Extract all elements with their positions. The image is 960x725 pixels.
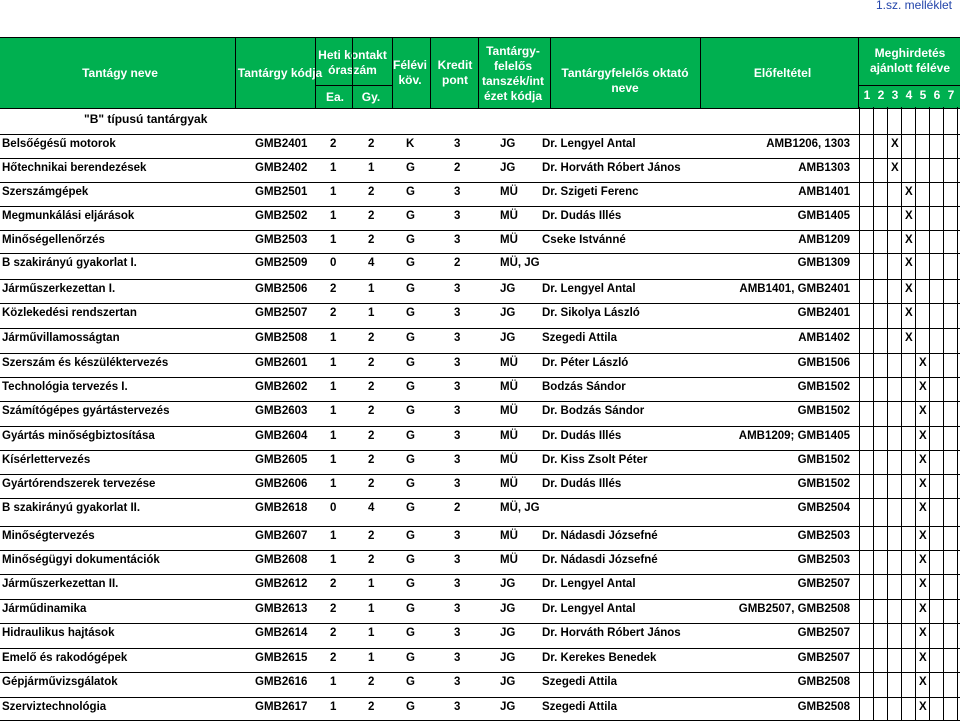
semester-mark: X bbox=[919, 578, 927, 590]
course-code: GMB2608 bbox=[255, 554, 308, 566]
department-code: JG bbox=[500, 676, 516, 688]
assessment-type: G bbox=[406, 332, 415, 344]
lecture-hours: 1 bbox=[330, 357, 337, 369]
row-divider bbox=[0, 623, 960, 624]
header-dept: Tantárgy- felelős tanszék/int ézet kódja bbox=[481, 44, 544, 103]
department-code: MÜ bbox=[500, 454, 518, 466]
assessment-type: G bbox=[406, 405, 415, 417]
course-code: GMB2602 bbox=[255, 381, 308, 393]
course-name: Hőtechnikai berendezések bbox=[2, 162, 147, 174]
lecture-hours: 1 bbox=[330, 454, 337, 466]
course-code: GMB2613 bbox=[255, 603, 308, 615]
credits: 3 bbox=[454, 357, 461, 369]
assessment-type: G bbox=[406, 210, 415, 222]
lecturer-name: Dr. Kerekes Benedek bbox=[542, 652, 657, 664]
row-divider bbox=[0, 672, 960, 673]
semester-mark: X bbox=[919, 405, 927, 417]
row-divider bbox=[0, 550, 960, 551]
practice-hours: 2 bbox=[368, 381, 375, 393]
header-kredit: Kredit pont bbox=[437, 58, 473, 87]
row-divider bbox=[0, 353, 960, 354]
assessment-type: G bbox=[406, 530, 415, 542]
semester-mark: X bbox=[919, 652, 927, 664]
course-name: Szerviztechnológia bbox=[2, 701, 107, 713]
course-code: GMB2402 bbox=[255, 162, 308, 174]
practice-hours: 2 bbox=[368, 138, 375, 150]
course-code: GMB2615 bbox=[255, 652, 308, 664]
lecture-hours: 1 bbox=[330, 478, 337, 490]
course-code: GMB2616 bbox=[255, 676, 308, 688]
course-name: Technológia tervezés I. bbox=[2, 381, 128, 393]
practice-hours: 1 bbox=[368, 162, 375, 174]
practice-hours: 1 bbox=[368, 307, 375, 319]
department-code: MÜ bbox=[500, 554, 518, 566]
department-code: JG bbox=[500, 603, 516, 615]
credits: 2 bbox=[454, 257, 461, 269]
department-code: MÜ bbox=[500, 186, 518, 198]
semester-mark: X bbox=[905, 257, 913, 269]
assessment-type: G bbox=[406, 357, 415, 369]
practice-hours: 2 bbox=[368, 676, 375, 688]
department-code: MÜ bbox=[500, 478, 518, 490]
row-divider bbox=[0, 648, 960, 649]
assessment-type: G bbox=[406, 627, 415, 639]
row-divider bbox=[0, 498, 960, 499]
department-code: JG bbox=[500, 283, 516, 295]
semester-number-7: 7 bbox=[947, 88, 955, 102]
course-name: Gyártórendszerek tervezése bbox=[2, 478, 156, 490]
row-divider bbox=[0, 303, 960, 304]
lecturer-name: Szegedi Attila bbox=[542, 332, 617, 344]
credits: 3 bbox=[454, 478, 461, 490]
department-code: MÜ bbox=[500, 234, 518, 246]
department-code: JG bbox=[500, 652, 516, 664]
semester-mark: X bbox=[919, 357, 927, 369]
credits: 3 bbox=[454, 234, 461, 246]
prerequisite: GMB2507 bbox=[797, 652, 850, 664]
course-name: Számítógépes gyártástervezés bbox=[2, 405, 170, 417]
semester-mark: X bbox=[891, 138, 899, 150]
lecture-hours: 1 bbox=[330, 430, 337, 442]
semester-mark: X bbox=[919, 530, 927, 542]
course-name: Járműszerkezettan II. bbox=[2, 578, 119, 590]
lecturer-name: Dr. Horváth Róbert János bbox=[542, 162, 681, 174]
semester-number-2: 2 bbox=[877, 88, 885, 102]
lecturer-name: Dr. Dudás Illés bbox=[542, 430, 622, 442]
credits: 3 bbox=[454, 186, 461, 198]
row-divider bbox=[0, 230, 960, 231]
credits: 3 bbox=[454, 578, 461, 590]
section-title: "B" típusú tantárgyak bbox=[84, 112, 208, 126]
lecture-hours: 2 bbox=[330, 578, 337, 590]
assessment-type: G bbox=[406, 652, 415, 664]
semester-mark: X bbox=[919, 701, 927, 713]
practice-hours: 2 bbox=[368, 454, 375, 466]
lecturer-name: Dr. Lengyel Antal bbox=[542, 603, 636, 615]
course-name: Minőségtervezés bbox=[2, 530, 95, 542]
practice-hours: 2 bbox=[368, 332, 375, 344]
semester-mark: X bbox=[905, 210, 913, 222]
course-name: Szerszámgépek bbox=[2, 186, 89, 198]
department-code: MÜ bbox=[500, 210, 518, 222]
department-code: JG bbox=[500, 332, 516, 344]
practice-hours: 2 bbox=[368, 186, 375, 198]
row-divider bbox=[0, 426, 960, 427]
lecturer-name: Dr. Péter László bbox=[542, 357, 629, 369]
prerequisite: AMB1402 bbox=[798, 332, 850, 344]
assessment-type: G bbox=[406, 257, 415, 269]
department-code: MÜ bbox=[500, 357, 518, 369]
lecture-hours: 1 bbox=[330, 234, 337, 246]
assessment-type: G bbox=[406, 307, 415, 319]
practice-hours: 1 bbox=[368, 603, 375, 615]
header-semester-title: Meghirdetés ajánlott féléve bbox=[869, 46, 951, 75]
department-code: MÜ, JG bbox=[500, 257, 540, 269]
table-header bbox=[0, 37, 960, 109]
course-name: Belsőégésű motorok bbox=[2, 138, 116, 150]
semester-mark: X bbox=[919, 554, 927, 566]
prerequisite: GMB2504 bbox=[797, 502, 850, 514]
prerequisite: AMB1401 bbox=[798, 186, 850, 198]
practice-hours: 4 bbox=[368, 502, 375, 514]
semester-mark: X bbox=[905, 307, 913, 319]
course-code: GMB2401 bbox=[255, 138, 308, 150]
credits: 3 bbox=[454, 405, 461, 417]
practice-hours: 4 bbox=[368, 257, 375, 269]
lecturer-name: Dr. Dudás Illés bbox=[542, 478, 622, 490]
semester-mark: X bbox=[919, 478, 927, 490]
course-code: GMB2618 bbox=[255, 502, 308, 514]
semester-mark: X bbox=[905, 234, 913, 246]
credits: 3 bbox=[454, 652, 461, 664]
lecture-hours: 1 bbox=[330, 701, 337, 713]
course-code: GMB2607 bbox=[255, 530, 308, 542]
assessment-type: G bbox=[406, 502, 415, 514]
assessment-type: G bbox=[406, 701, 415, 713]
prerequisite: GMB2401 bbox=[797, 307, 850, 319]
course-name: B szakirányú gyakorlat I. bbox=[2, 257, 137, 269]
credits: 3 bbox=[454, 701, 461, 713]
course-name: Közlekedési rendszertan bbox=[2, 307, 137, 319]
lecturer-name: Dr. Nádasdi Józsefné bbox=[542, 554, 658, 566]
header-lecturer: Tantárgyfelelős oktató neve bbox=[561, 66, 689, 95]
prerequisite: GMB2507 bbox=[797, 627, 850, 639]
credits: 3 bbox=[454, 210, 461, 222]
credits: 3 bbox=[454, 283, 461, 295]
lecture-hours: 2 bbox=[330, 307, 337, 319]
lecturer-name: Dr. Horváth Róbert János bbox=[542, 627, 681, 639]
department-code: JG bbox=[500, 578, 516, 590]
prerequisite: AMB1401, GMB2401 bbox=[739, 283, 850, 295]
course-name: Hidraulikus hajtások bbox=[2, 627, 115, 639]
prerequisite: GMB1502 bbox=[797, 405, 850, 417]
prerequisite: GMB1506 bbox=[797, 357, 850, 369]
semester-mark: X bbox=[919, 627, 927, 639]
lecturer-name: Dr. Lengyel Antal bbox=[542, 578, 636, 590]
prerequisite: GMB1502 bbox=[797, 454, 850, 466]
prerequisite: AMB1209 bbox=[798, 234, 850, 246]
lecturer-name: Cseke Istvánné bbox=[542, 234, 626, 246]
lecturer-name: Szegedi Attila bbox=[542, 701, 617, 713]
practice-hours: 1 bbox=[368, 578, 375, 590]
row-divider bbox=[0, 279, 960, 280]
prerequisite: GMB1502 bbox=[797, 478, 850, 490]
row-divider bbox=[0, 599, 960, 600]
course-code: GMB2614 bbox=[255, 627, 308, 639]
row-divider bbox=[0, 182, 960, 183]
course-name: B szakirányú gyakorlat II. bbox=[2, 502, 141, 514]
header-prereq: Előfeltétel bbox=[753, 66, 812, 80]
course-code: GMB2506 bbox=[255, 283, 308, 295]
credits: 3 bbox=[454, 454, 461, 466]
row-divider bbox=[0, 526, 960, 527]
course-code: GMB2612 bbox=[255, 578, 308, 590]
course-name: Gyártás minőségbiztosítása bbox=[2, 430, 155, 442]
lecturer-name: Dr. Dudás Illés bbox=[542, 210, 622, 222]
semester-mark: X bbox=[905, 332, 913, 344]
prerequisite: AMB1303 bbox=[798, 162, 850, 174]
course-code: GMB2617 bbox=[255, 701, 308, 713]
assessment-type: G bbox=[406, 162, 415, 174]
course-code: GMB2606 bbox=[255, 478, 308, 490]
course-name: Járművillamosságtan bbox=[2, 332, 120, 344]
assessment-type: K bbox=[406, 138, 415, 150]
semester-mark: X bbox=[919, 502, 927, 514]
lecturer-name: Dr. Szigeti Ferenc bbox=[542, 186, 639, 198]
practice-hours: 2 bbox=[368, 701, 375, 713]
credits: 3 bbox=[454, 554, 461, 566]
row-divider bbox=[0, 158, 960, 159]
lecture-hours: 1 bbox=[330, 210, 337, 222]
practice-hours: 2 bbox=[368, 530, 375, 542]
assessment-type: G bbox=[406, 430, 415, 442]
semester-number-1: 1 bbox=[863, 88, 871, 102]
header-gy: Gy. bbox=[361, 90, 381, 104]
row-divider bbox=[0, 697, 960, 698]
prerequisite: AMB1206, 1303 bbox=[766, 138, 850, 150]
semester-mark: X bbox=[919, 454, 927, 466]
semester-mark: X bbox=[919, 676, 927, 688]
course-code: GMB2507 bbox=[255, 307, 308, 319]
prerequisite: AMB1209; GMB1405 bbox=[738, 430, 850, 442]
practice-hours: 2 bbox=[368, 430, 375, 442]
prerequisite: GMB1309 bbox=[797, 257, 850, 269]
practice-hours: 2 bbox=[368, 210, 375, 222]
credits: 2 bbox=[454, 162, 461, 174]
row-divider bbox=[0, 206, 960, 207]
lecture-hours: 2 bbox=[330, 283, 337, 295]
course-name: Minőségellenőrzés bbox=[2, 234, 105, 246]
semester-numbers bbox=[0, 88, 960, 104]
prerequisite: GMB1405 bbox=[797, 210, 850, 222]
lecture-hours: 1 bbox=[330, 676, 337, 688]
assessment-type: G bbox=[406, 454, 415, 466]
lecturer-name: Dr. Kiss Zsolt Péter bbox=[542, 454, 648, 466]
practice-hours: 2 bbox=[368, 234, 375, 246]
lecture-hours: 1 bbox=[330, 530, 337, 542]
course-code: GMB2508 bbox=[255, 332, 308, 344]
department-code: MÜ, JG bbox=[500, 502, 540, 514]
credits: 3 bbox=[454, 430, 461, 442]
lecturer-name: Dr. Nádasdi Józsefné bbox=[542, 530, 658, 542]
department-code: MÜ bbox=[500, 530, 518, 542]
corner-label: 1.sz. melléklet bbox=[875, 0, 952, 12]
course-name: Szerszám és készüléktervezés bbox=[2, 357, 169, 369]
course-name: Minőségügyi dokumentációk bbox=[2, 554, 160, 566]
header-ea: Ea. bbox=[325, 90, 344, 104]
credits: 3 bbox=[454, 381, 461, 393]
prerequisite: GMB2503 bbox=[797, 554, 850, 566]
course-code: GMB2605 bbox=[255, 454, 308, 466]
course-name: Megmunkálási eljárások bbox=[2, 210, 135, 222]
lecture-hours: 1 bbox=[330, 405, 337, 417]
course-code: GMB2604 bbox=[255, 430, 308, 442]
prerequisite: GMB2507, GMB2508 bbox=[738, 603, 850, 615]
row-divider bbox=[0, 134, 960, 135]
course-name: Járműdinamika bbox=[2, 603, 87, 615]
assessment-type: G bbox=[406, 676, 415, 688]
lecture-hours: 2 bbox=[330, 138, 337, 150]
course-code: GMB2502 bbox=[255, 210, 308, 222]
lecturer-name: Dr. Lengyel Antal bbox=[542, 138, 636, 150]
header-contact: Heti kontakt óraszám bbox=[318, 48, 387, 77]
row-divider bbox=[0, 253, 960, 254]
lecturer-name: Dr. Bodzás Sándor bbox=[542, 405, 645, 417]
department-code: MÜ bbox=[500, 430, 518, 442]
course-name: Kísérlettervezés bbox=[2, 454, 91, 466]
credits: 3 bbox=[454, 676, 461, 688]
course-code: GMB2603 bbox=[255, 405, 308, 417]
prerequisite: GMB2503 bbox=[797, 530, 850, 542]
practice-hours: 2 bbox=[368, 405, 375, 417]
assessment-type: G bbox=[406, 186, 415, 198]
header-name: Tantágy neve bbox=[82, 66, 158, 80]
lecturer-name: Szegedi Attila bbox=[542, 676, 617, 688]
assessment-type: G bbox=[406, 603, 415, 615]
row-divider bbox=[0, 377, 960, 378]
lecture-hours: 2 bbox=[330, 627, 337, 639]
semester-mark: X bbox=[905, 283, 913, 295]
lecturer-name: Dr. Lengyel Antal bbox=[542, 283, 636, 295]
credits: 3 bbox=[454, 307, 461, 319]
practice-hours: 1 bbox=[368, 283, 375, 295]
assessment-type: G bbox=[406, 578, 415, 590]
prerequisite: GMB2508 bbox=[797, 701, 850, 713]
lecture-hours: 1 bbox=[330, 162, 337, 174]
assessment-type: G bbox=[406, 283, 415, 295]
department-code: JG bbox=[500, 701, 516, 713]
assessment-type: G bbox=[406, 234, 415, 246]
lecture-hours: 1 bbox=[330, 332, 337, 344]
practice-hours: 2 bbox=[368, 554, 375, 566]
department-code: JG bbox=[500, 307, 516, 319]
credits: 3 bbox=[454, 603, 461, 615]
course-code: GMB2501 bbox=[255, 186, 308, 198]
lecture-hours: 0 bbox=[330, 502, 337, 514]
course-name: Emelő és rakodógépek bbox=[2, 652, 128, 664]
semester-mark: X bbox=[905, 186, 913, 198]
lecture-hours: 1 bbox=[330, 381, 337, 393]
prerequisite: GMB2508 bbox=[797, 676, 850, 688]
semester-number-4: 4 bbox=[905, 88, 913, 102]
credits: 3 bbox=[454, 138, 461, 150]
course-code: GMB2509 bbox=[255, 257, 308, 269]
credits: 2 bbox=[454, 502, 461, 514]
lecturer-name: Dr. Sikolya László bbox=[542, 307, 640, 319]
practice-hours: 1 bbox=[368, 652, 375, 664]
prerequisite: GMB1502 bbox=[797, 381, 850, 393]
row-divider bbox=[0, 474, 960, 475]
course-code: GMB2601 bbox=[255, 357, 308, 369]
semester-number-6: 6 bbox=[933, 88, 941, 102]
lecture-hours: 2 bbox=[330, 652, 337, 664]
assessment-type: G bbox=[406, 381, 415, 393]
row-divider bbox=[0, 401, 960, 402]
lecturer-name: Bodzás Sándor bbox=[542, 381, 626, 393]
credits: 3 bbox=[454, 332, 461, 344]
practice-hours: 2 bbox=[368, 478, 375, 490]
header-code: Tantárgy kódja bbox=[237, 66, 323, 80]
assessment-type: G bbox=[406, 478, 415, 490]
department-code: MÜ bbox=[500, 381, 518, 393]
course-name: Gépjárművizsgálatok bbox=[2, 676, 118, 688]
header-felevi: Félévi köv. bbox=[392, 58, 428, 87]
department-code: JG bbox=[500, 162, 516, 174]
semester-number-3: 3 bbox=[891, 88, 899, 102]
prerequisite: GMB2507 bbox=[797, 578, 850, 590]
row-divider bbox=[0, 450, 960, 451]
department-code: JG bbox=[500, 627, 516, 639]
assessment-type: G bbox=[406, 554, 415, 566]
row-divider bbox=[0, 574, 960, 575]
practice-hours: 1 bbox=[368, 627, 375, 639]
semester-mark: X bbox=[919, 430, 927, 442]
department-code: JG bbox=[500, 138, 516, 150]
lecture-hours: 1 bbox=[330, 554, 337, 566]
credits: 3 bbox=[454, 627, 461, 639]
row-divider bbox=[0, 328, 960, 329]
course-name: Járműszerkezettan I. bbox=[2, 283, 116, 295]
semester-mark: X bbox=[919, 381, 927, 393]
department-code: MÜ bbox=[500, 405, 518, 417]
lecture-hours: 2 bbox=[330, 603, 337, 615]
course-code: GMB2503 bbox=[255, 234, 308, 246]
credits: 3 bbox=[454, 530, 461, 542]
semester-mark: X bbox=[891, 162, 899, 174]
lecture-hours: 1 bbox=[330, 186, 337, 198]
practice-hours: 2 bbox=[368, 357, 375, 369]
semester-mark: X bbox=[919, 603, 927, 615]
lecture-hours: 0 bbox=[330, 257, 337, 269]
semester-number-5: 5 bbox=[919, 88, 927, 102]
